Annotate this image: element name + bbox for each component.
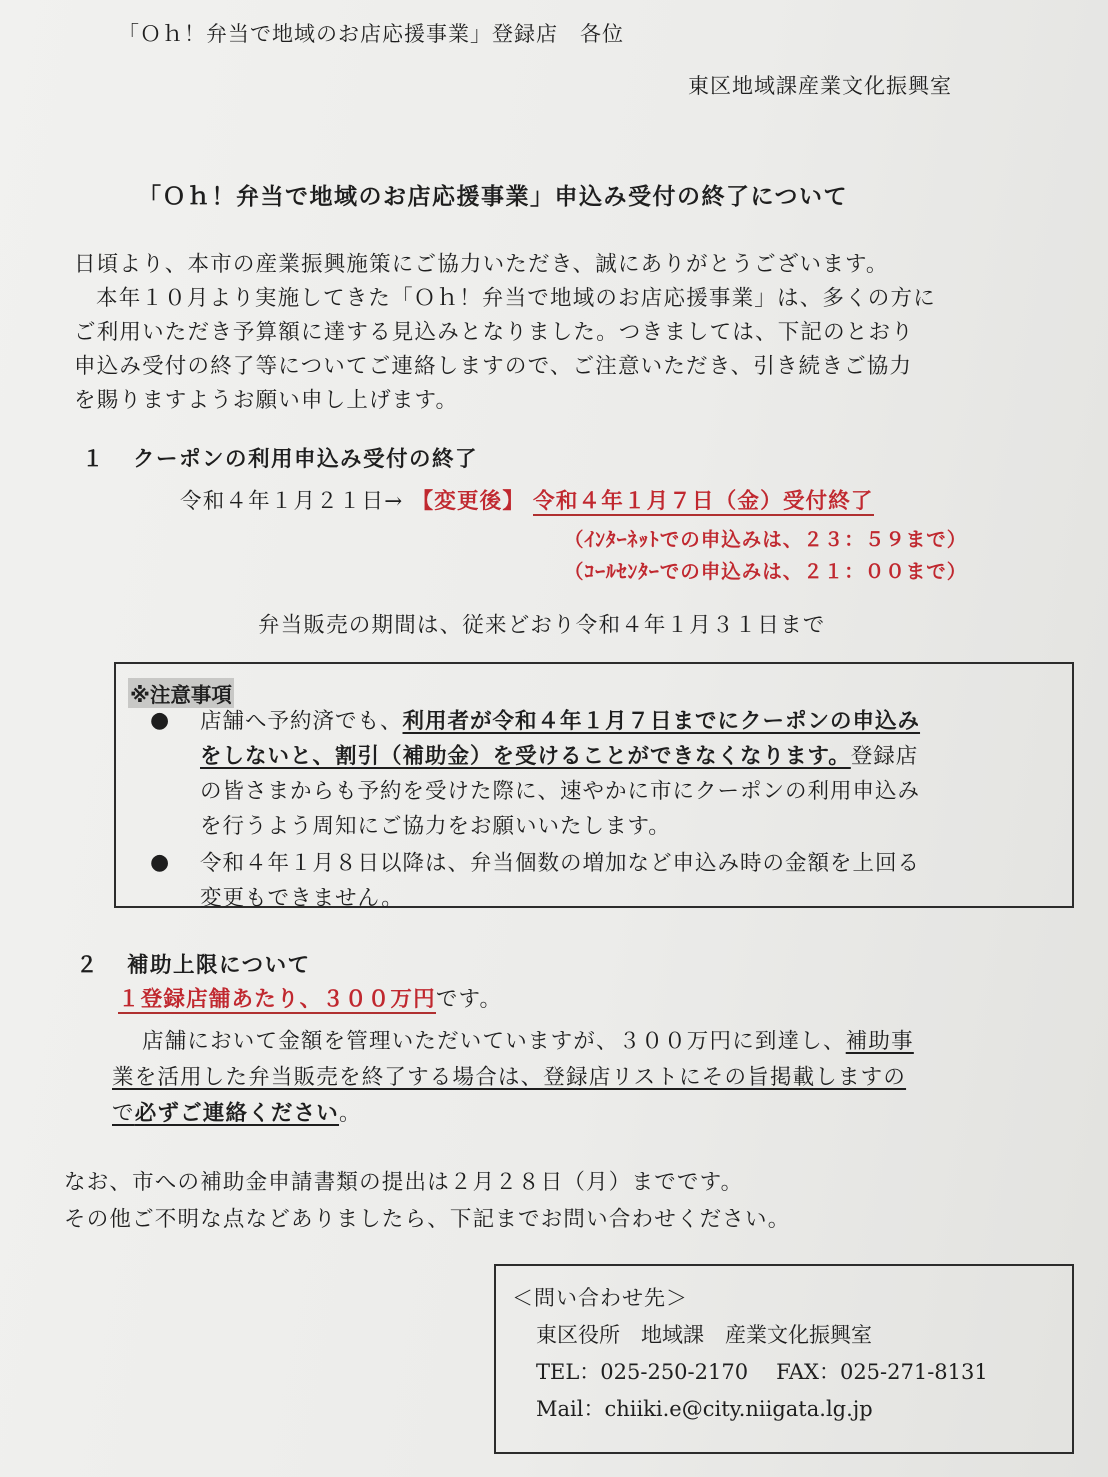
old-deadline: 令和４年１月２１日→ — [180, 489, 404, 514]
sender-department: 東区地域課産業文化振興室 — [688, 74, 952, 98]
intro-paragraph — [74, 248, 936, 418]
caution-item-1 — [200, 704, 920, 844]
caution1-emphasis-2: をしないと、割引（補助金）を受けることができなくなります。 — [200, 744, 851, 769]
contact-box — [494, 1264, 1074, 1454]
intro-line: を賜りますようお願い申し上げます。 — [74, 388, 459, 413]
subsidy-limit-amount: １登録店舗あたり、３００万円 — [118, 987, 436, 1012]
section2-heading-text: 補助上限について — [127, 953, 311, 978]
contact-request: 必ずご連絡ください — [134, 1101, 340, 1126]
internet-deadline-note: （ｲﾝﾀｰﾈｯﾄでの申込みは、２３：５９まで） — [564, 528, 968, 551]
contact-office: 東区役所 地域課 産業文化振興室 — [536, 1323, 872, 1347]
caution1-pre: 店舗へ予約済でも、 — [200, 709, 403, 734]
new-deadline: 令和４年１月７日（金）受付終了 — [533, 489, 874, 514]
intro-line: 申込み受付の終了等についてご連絡しますので、ご注意いただき、引き続きご協力 — [74, 354, 913, 379]
section2-line1-underlined: 補助事 — [845, 1029, 914, 1054]
section2-heading — [76, 948, 311, 979]
document-title: 「Ｏｈ！弁当で地域のお店応援事業」申込み受付の終了について — [138, 184, 849, 210]
caution1-post: 登録店 — [850, 744, 919, 769]
intro-line: 日頃より、本市の産業振興施策にご協力いただき、誠にありがとうございます。 — [74, 252, 889, 277]
caution2-line1: 令和４年１月８日以降は、弁当個数の増加など申込み時の金額を上回る — [200, 851, 921, 876]
bullet-icon: ● — [150, 850, 170, 875]
callcenter-deadline-note: （ｺｰﾙｾﾝﾀｰでの申込みは、２１：００まで） — [564, 560, 968, 583]
caution-item-2 — [200, 846, 920, 916]
section2-line3-pre: で — [112, 1101, 135, 1126]
recipient-line: 「Ｏｈ！弁当で地域のお店応援事業」登録店 各位 — [118, 22, 624, 46]
contact-fax: FAX：025-271-8131 — [776, 1360, 988, 1384]
contact-tel: TEL：025-250-2170 — [536, 1360, 749, 1384]
section1-number: １ — [82, 447, 106, 472]
caution1-line4: を行うよう周知にご協力をお願いいたします。 — [200, 814, 671, 839]
section2-line3-post: 。 — [339, 1101, 362, 1126]
section2-line2: 業を活用した弁当販売を終了する場合は、登録店リストにその旨掲載しますの — [112, 1065, 907, 1090]
contact-heading: ＜問い合わせ先＞ — [512, 1286, 688, 1310]
section2-body — [112, 1024, 914, 1132]
section1-heading-text: クーポンの利用申込み受付の終了 — [133, 447, 479, 472]
bullet-icon: ● — [150, 708, 170, 733]
section1-heading — [82, 442, 478, 473]
closing-line: その他ご不明な点などありましたら、下記までお問い合わせください。 — [64, 1207, 791, 1232]
changed-label: 【変更後】 — [411, 489, 526, 514]
caution-box — [114, 662, 1074, 911]
section2-line1: 店舗において金額を管理いただいていますが、３００万円に到達し、 — [142, 1029, 846, 1054]
contact-mail: Mail：chiiki.e@city.niigata.lg.jp — [536, 1397, 873, 1421]
caution1-line3: の皆さまからも予約を受けた際に、速やかに市にクーポンの利用申込み — [200, 779, 921, 804]
closing-line: なお、市への補助金申請書類の提出は２月２８日（月）までです。 — [64, 1170, 744, 1195]
caution-label: ※注意事項 — [128, 678, 234, 708]
subsidy-limit-suffix: です。 — [435, 987, 503, 1012]
closing-paragraph — [64, 1164, 790, 1238]
subsidy-limit — [118, 982, 502, 1013]
caution1-emphasis-1: 利用者が令和４年１月７日までにクーポンの申込み — [402, 709, 921, 734]
caution2-line2: 変更もできません。 — [200, 886, 404, 911]
deadline-change — [180, 484, 874, 515]
intro-line: ご利用いただき予算額に達する見込みとなりました。つきましては、下記のとおり — [74, 320, 914, 345]
section2-number: ２ — [76, 953, 100, 978]
intro-line: 本年１０月より実施してきた「Ｏｈ！弁当で地域のお店応援事業」は、多くの方に — [96, 286, 936, 311]
sale-period: 弁当販売の期間は、従来どおり令和４年１月３１日まで — [258, 613, 826, 638]
